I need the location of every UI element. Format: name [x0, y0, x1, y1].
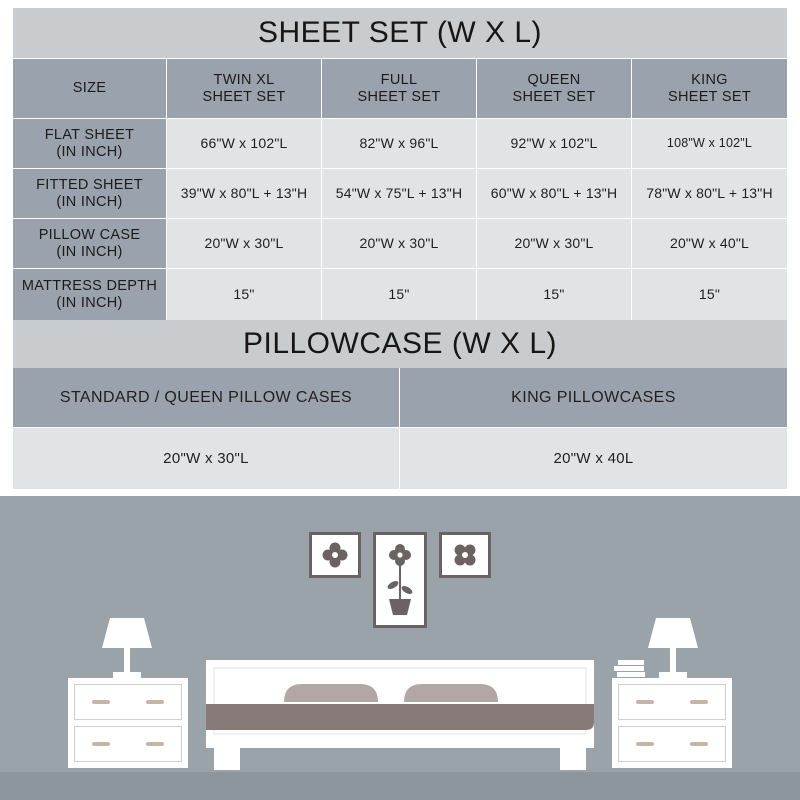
table-cell: 15" — [322, 269, 477, 320]
table-cell: 108"W x 102"L — [632, 119, 787, 169]
table-lamp-icon — [642, 618, 704, 680]
table-lamp-icon — [96, 618, 158, 680]
table-cell: 20"W x 40"L — [632, 219, 787, 269]
column-header-full: FULL SHEET SET — [322, 59, 477, 119]
table-cell: 66"W x 102"L — [167, 119, 322, 169]
column-header-king-pillowcases: KING PILLOWCASES — [400, 368, 787, 428]
flower-art-icon — [309, 532, 361, 578]
table-cell: 15" — [477, 269, 632, 320]
table-cell: 20"W x 30"L — [167, 219, 322, 269]
nightstand-icon — [612, 678, 732, 768]
bed-icon — [206, 660, 594, 772]
table-cell: 82"W x 96"L — [322, 119, 477, 169]
table-cell: 20"W x 40L — [400, 428, 787, 489]
column-header-twin-xl: TWIN XL SHEET SET — [167, 59, 322, 119]
nightstand-icon — [68, 678, 188, 768]
table-cell: 92"W x 102"L — [477, 119, 632, 169]
row-label-fitted-sheet: FITTED SHEET (IN INCH) — [13, 169, 167, 219]
pillowcase-title: PILLOWCASE (W X L) — [13, 320, 787, 368]
sheet-set-table — [13, 59, 787, 320]
table-cell: 39"W x 80"L + 13"H — [167, 169, 322, 219]
table-cell: 20"W x 30"L — [477, 219, 632, 269]
table-cell: 60"W x 80"L + 13"H — [477, 169, 632, 219]
size-header: SIZE — [13, 59, 167, 119]
row-label-pillow-case: PILLOW CASE (IN INCH) — [13, 219, 167, 269]
table-cell: 15" — [632, 269, 787, 320]
table-cell: 20"W x 30"L — [13, 428, 400, 489]
table-cell: 78"W x 80"L + 13"H — [632, 169, 787, 219]
column-header-standard-queen: STANDARD / QUEEN PILLOW CASES — [13, 368, 400, 428]
table-cell: 20"W x 30"L — [322, 219, 477, 269]
column-header-king: KING SHEET SET — [632, 59, 787, 119]
row-label-flat-sheet: FLAT SHEET (IN INCH) — [13, 119, 167, 169]
flower-art-icon — [439, 532, 491, 578]
table-cell: 54"W x 75"L + 13"H — [322, 169, 477, 219]
potted-flower-art-icon — [373, 532, 427, 628]
floor — [0, 772, 800, 800]
column-header-queen: QUEEN SHEET SET — [477, 59, 632, 119]
pillowcase-table — [13, 368, 787, 489]
table-cell: 15" — [167, 269, 322, 320]
row-label-mattress-depth: MATTRESS DEPTH (IN INCH) — [13, 269, 167, 320]
sheet-set-title: SHEET SET (W X L) — [13, 8, 787, 58]
